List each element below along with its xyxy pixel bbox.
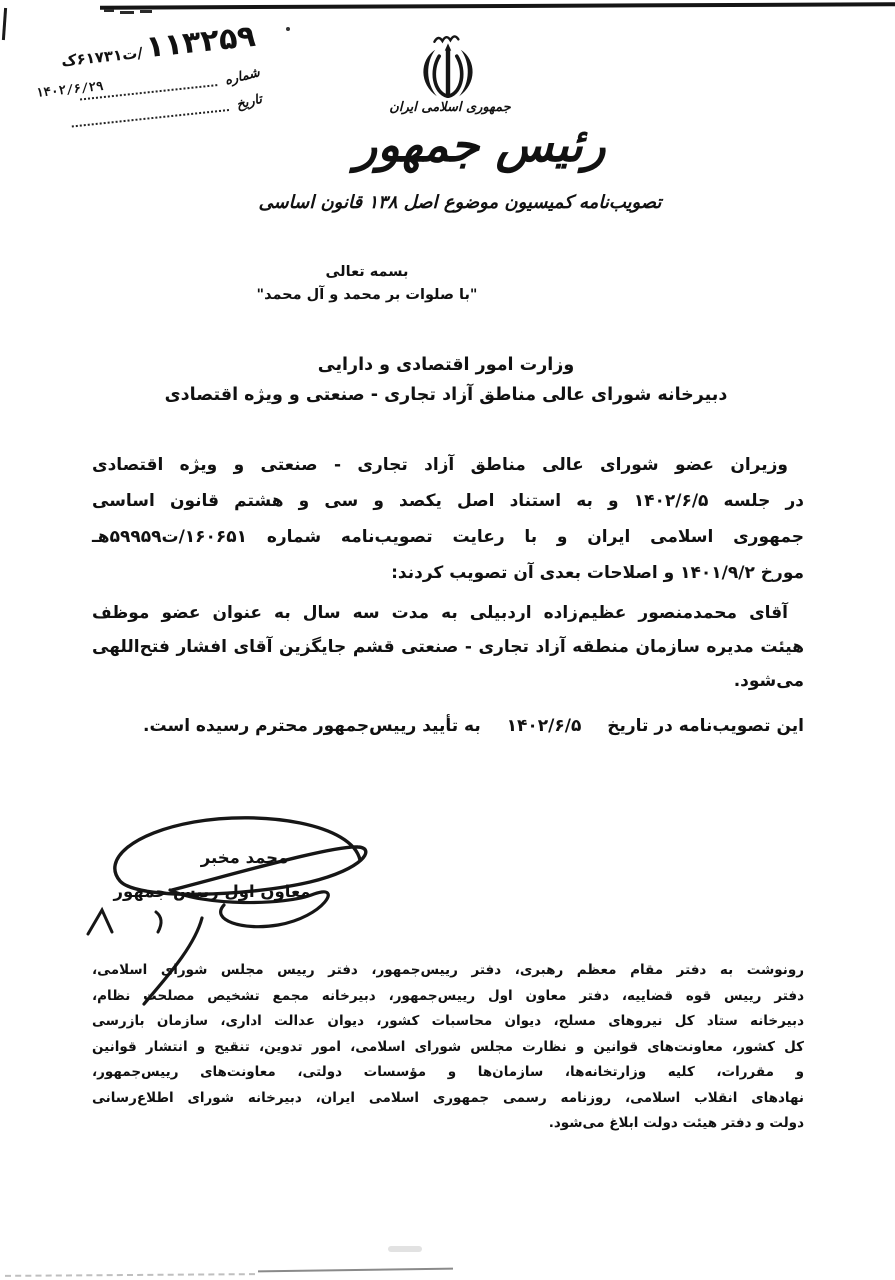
body-line: وزیران عضو شورای عالی مناطق آزاد تجاری - صنعتی و ویژه اقتصادی xyxy=(92,455,788,475)
cc-line: نهادهای انقلاب اسلامی، روزنامه رسمی جمهوری اسلامی ایران، دبیرخانه شورای اطلاع‌رسانی xyxy=(92,1089,804,1106)
date-label: تاریخ xyxy=(234,91,264,113)
signatory-title: معاون اول رییس جمهور xyxy=(113,882,311,901)
scan-dash xyxy=(140,10,152,13)
office-title: رئیس جمهور xyxy=(354,118,606,173)
document-type-title: تصویب‌نامه کمیسیون موضوع اصل ۱۳۸ قانون اساسی xyxy=(258,192,662,213)
body-line: هیئت مدیره سازمان منطقه آزاد تجاری - صنعتی قشم جایگزین آقای افشار فتح‌اللهی xyxy=(92,637,804,657)
invocation-block xyxy=(212,261,522,307)
recipient-secretariat: دبیرخانه شورای عالی مناطق آزاد تجاری - صنعتی و ویژه اقتصادی xyxy=(164,385,728,405)
bottom-scan-dashes xyxy=(5,1273,255,1277)
approval-prefix: این تصویب‌نامه در تاریخ xyxy=(607,716,804,736)
body-line: می‌شود. xyxy=(733,671,804,691)
number-label: شماره xyxy=(222,65,261,89)
approval-suffix: به تأیید رییس‌جمهور محترم رسیده است. xyxy=(143,716,481,736)
bismillah: بسمه تعالی xyxy=(325,264,409,280)
recipient-ministry: وزارت امور اقتصادی و دارایی xyxy=(317,355,575,375)
cc-list xyxy=(92,958,804,1137)
bottom-scan-line xyxy=(258,1268,453,1273)
body-line: جمهوری اسلامی ایران و با رعایت تصویب‌نامه شماره ۱۶۰۶۵۱/ت۵۹۹۵۹هـ xyxy=(92,527,804,547)
body-line: در جلسه ۱۴۰۲/۶/۵ و به استناد اصل یکصد و سی و هشتم قانون اساسی xyxy=(92,491,804,511)
country-name: جمهوری اسلامی ایران xyxy=(389,100,511,115)
body-paragraph-2 xyxy=(92,596,804,698)
date-stamp: ۱۴۰۲/۶/۲۹ xyxy=(35,78,105,101)
signatory-name: محمد مخبر xyxy=(200,848,289,867)
salawat: "با صلوات بر محمد و آل محمد" xyxy=(256,287,478,303)
top-edge-scan-line xyxy=(100,2,895,9)
document-number-suffix: /ت۶۱۷۳۱ک xyxy=(60,43,144,71)
document-number-main: ۱۱۳۲۵۹ xyxy=(144,18,258,66)
approval-line xyxy=(92,709,828,743)
body-line: آقای محمدمنصور عظیم‌زاده اردبیلی به مدت سه سال به عنوان عضو موظف xyxy=(92,603,788,623)
corner-pen-mark xyxy=(2,8,7,40)
scan-dash xyxy=(104,9,114,12)
reference-block xyxy=(15,20,263,137)
approval-date: ۱۴۰۲/۶/۵ xyxy=(506,716,582,736)
iran-emblem-icon xyxy=(408,33,488,105)
recipient-block xyxy=(90,350,802,410)
cc-line: دبیرخانه ستاد کل نیروهای مسلح، دیوان محاسبات کشور، دیوان عدالت اداری، سازمان بازرسی xyxy=(92,1013,804,1029)
cc-line: دفتر رییس قوه قضاییه، دفتر معاون اول رییس‌جمهور، دبیرخانه مجمع تشخیص مصلحت نظام، xyxy=(92,987,804,1004)
scan-dash xyxy=(120,11,134,14)
body-line: مورخ ۱۴۰۱/۹/۲ و اصلاحات بعدی آن تصویب کردند: xyxy=(391,563,804,583)
cc-line: کل کشور، معاونت‌های قوانین و نظارت مجلس شورای اسلامی، امور تدوین، تنقیح و انتشار قوانین xyxy=(92,1038,804,1055)
body-paragraph-1 xyxy=(92,447,804,591)
cc-line: و مقررات، کلیه وزارتخانه‌ها، سازمان‌ها و مؤسسات دولتی، معاونت‌های رییس‌جمهور، xyxy=(92,1064,804,1080)
scan-speck xyxy=(286,27,290,31)
cc-line: رونوشت به دفتر مقام معظم رهبری، دفتر رییس‌جمهور، دفتر رییس مجلس شورای اسلامی، xyxy=(92,962,804,978)
scan-smudge xyxy=(388,1246,422,1252)
cc-line: دولت و دفتر هیئت دولت ابلاغ می‌شود. xyxy=(548,1115,804,1131)
